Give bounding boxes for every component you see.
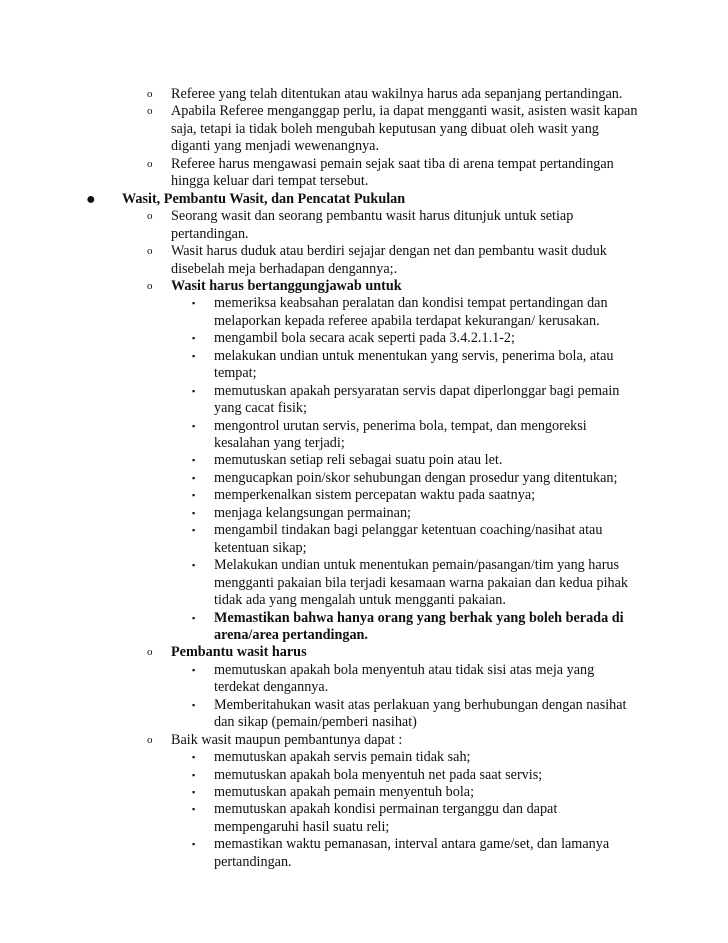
line-text: mengontrol urutan servis, penerima bola, tempat, dan mengoreksi — [214, 418, 587, 434]
bullet-square-icon: ▪ — [192, 386, 196, 396]
list-item — [0, 295, 728, 312]
line-text: pertandingan. — [171, 226, 249, 242]
line-text: pertandingan. — [214, 854, 292, 870]
list-item — [0, 191, 728, 208]
line-text: memastikan waktu pemanasan, interval antara game/set, dan lamanya — [214, 836, 610, 852]
line-text: disebelah meja berhadapan dengannya;. — [171, 261, 398, 277]
line-text: mengucapkan poin/skor sehubungan dengan prosedur yang ditentukan; — [214, 470, 618, 486]
list-item — [0, 383, 728, 400]
list-item — [0, 418, 728, 435]
bullet-square-icon: ▪ — [192, 839, 196, 849]
list-item-continuation — [0, 400, 728, 417]
bullet-circle-icon: o — [147, 210, 153, 222]
line-text: Wasit harus bertanggungjawab untuk — [171, 278, 402, 294]
list-item-continuation — [0, 714, 728, 731]
line-text: Pembantu wasit harus — [171, 644, 307, 660]
line-text: memutuskan apakah kondisi permainan terganggu dan dapat — [214, 801, 558, 817]
bullet-square-icon: ▪ — [192, 787, 196, 797]
list-item-continuation — [0, 679, 728, 696]
line-text: Referee yang telah ditentukan atau wakilnya harus ada sepanjang pertandingan. — [171, 86, 623, 102]
bullet-square-icon: ▪ — [192, 560, 196, 570]
list-item-continuation — [0, 261, 728, 278]
list-item — [0, 156, 728, 173]
line-text: memutuskan apakah servis pemain tidak sah; — [214, 749, 471, 765]
line-text: menjaga kelangsungan permainan; — [214, 505, 411, 521]
list-item — [0, 208, 728, 225]
line-text: memutuskan apakah bola menyentuh atau tidak sisi atas meja yang — [214, 662, 595, 678]
list-item-continuation — [0, 540, 728, 557]
line-text: Wasit, Pembantu Wasit, dan Pencatat Pukulan — [122, 191, 406, 207]
line-text: memutuskan apakah persyaratan servis dapat diperlonggar bagi pemain — [214, 383, 620, 399]
bullet-square-icon: ▪ — [192, 770, 196, 780]
line-text: Memberitahukan wasit atas perlakuan yang berhubungan dengan nasihat — [214, 697, 627, 713]
list-item — [0, 470, 728, 487]
line-text: tidak ada yang mengalah untuk mengganti pakaian. — [214, 592, 506, 608]
line-text: memutuskan setiap reli sebagai suatu poin atau let. — [214, 452, 503, 468]
line-text: Memastikan bahwa hanya orang yang berhak yang boleh berada di — [214, 610, 624, 626]
line-text: mengambil tindakan bagi pelanggar ketentuan coaching/nasihat atau — [214, 522, 603, 538]
line-text: Melakukan undian untuk menentukan pemain/pasangan/tim yang harus — [214, 557, 620, 573]
list-item — [0, 348, 728, 365]
bullet-circle-icon: o — [147, 245, 153, 257]
list-item — [0, 784, 728, 801]
bullet-square-icon: ▪ — [192, 700, 196, 710]
line-text: mengambil bola secara acak seperti pada 3.4.2.1.1-2; — [214, 330, 515, 346]
bullet-circle-icon: o — [147, 105, 153, 117]
bullet-square-icon: ▪ — [192, 804, 196, 814]
bullet-disc-icon: ● — [86, 191, 96, 208]
bullet-square-icon: ▪ — [192, 613, 196, 623]
bullet-circle-icon: o — [147, 88, 153, 100]
list-item-continuation — [0, 627, 728, 644]
bullet-circle-icon: o — [147, 280, 153, 292]
bullet-circle-icon: o — [147, 646, 153, 658]
line-text: melakukan undian untuk menentukan yang servis, penerima bola, atau — [214, 348, 614, 364]
line-text: diganti yang menjadi wewenangnya. — [171, 138, 380, 154]
list-item-continuation — [0, 313, 728, 330]
list-item-continuation — [0, 435, 728, 452]
list-item — [0, 644, 728, 661]
bullet-square-icon: ▪ — [192, 525, 196, 535]
line-text: ketentuan sikap; — [214, 540, 307, 556]
line-text: mengganti pakaian bila terjadi kesamaan warna pakaian dan kedua pihak — [214, 575, 629, 591]
line-text: hingga keluar dari tempat tersebut. — [171, 173, 369, 189]
bullet-square-icon: ▪ — [192, 490, 196, 500]
list-item — [0, 330, 728, 347]
list-item — [0, 522, 728, 539]
list-item — [0, 662, 728, 679]
list-item-continuation — [0, 121, 728, 138]
list-item-continuation — [0, 138, 728, 155]
line-text: saja, tetapi ia tidak boleh mengubah keputusan yang dibuat oleh wasit yang — [171, 121, 599, 137]
bullet-square-icon: ▪ — [192, 455, 196, 465]
bullet-square-icon: ▪ — [192, 351, 196, 361]
bullet-square-icon: ▪ — [192, 421, 196, 431]
list-item — [0, 103, 728, 120]
list-item — [0, 505, 728, 522]
bullet-square-icon: ▪ — [192, 752, 196, 762]
line-text: melaporkan kepada referee apabila terdapat kekurangan/ kerusakan. — [214, 313, 600, 329]
line-text: Apabila Referee menganggap perlu, ia dapat mengganti wasit, asisten wasit kapan — [171, 103, 638, 119]
list-item — [0, 243, 728, 260]
line-text: memperkenalkan sistem percepatan waktu pada saatnya; — [214, 487, 536, 503]
bullet-square-icon: ▪ — [192, 333, 196, 343]
list-item — [0, 557, 728, 574]
line-text: memeriksa keabsahan peralatan dan kondisi tempat pertandingan dan — [214, 295, 608, 311]
line-text: memutuskan apakah bola menyentuh net pada saat servis; — [214, 767, 543, 783]
line-text: Baik wasit maupun pembantunya dapat : — [171, 732, 403, 748]
line-text: Wasit harus duduk atau berdiri sejajar dengan net dan pembantu wasit duduk — [171, 243, 607, 259]
list-item-continuation — [0, 575, 728, 592]
line-text: mempengaruhi hasil suatu reli; — [214, 819, 390, 835]
list-item-continuation — [0, 854, 728, 871]
list-item — [0, 278, 728, 295]
line-text: tempat; — [214, 365, 257, 381]
bullet-square-icon: ▪ — [192, 508, 196, 518]
list-item-continuation — [0, 592, 728, 609]
line-text: kesalahan yang terjadi; — [214, 435, 345, 451]
list-item — [0, 732, 728, 749]
list-item — [0, 487, 728, 504]
line-text: yang cacat fisik; — [214, 400, 307, 416]
list-item — [0, 767, 728, 784]
line-text: Referee harus mengawasi pemain sejak saat tiba di arena tempat pertandingan — [171, 156, 614, 172]
line-text: arena/area pertandingan. — [214, 627, 368, 643]
bullet-square-icon: ▪ — [192, 665, 196, 675]
list-item — [0, 749, 728, 766]
list-item-continuation — [0, 819, 728, 836]
list-item — [0, 452, 728, 469]
bullet-square-icon: ▪ — [192, 298, 196, 308]
list-item — [0, 836, 728, 853]
list-item-continuation — [0, 365, 728, 382]
list-item — [0, 86, 728, 103]
list-item-continuation — [0, 226, 728, 243]
list-item-continuation — [0, 173, 728, 190]
list-item — [0, 697, 728, 714]
bullet-circle-icon: o — [147, 734, 153, 746]
line-text: memutuskan apakah pemain menyentuh bola; — [214, 784, 475, 800]
bullet-circle-icon: o — [147, 158, 153, 170]
line-text: dan sikap (pemain/pemberi nasihat) — [214, 714, 417, 730]
line-text: terdekat dengannya. — [214, 679, 329, 695]
bullet-square-icon: ▪ — [192, 473, 196, 483]
line-text: Seorang wasit dan seorang pembantu wasit harus ditunjuk untuk setiap — [171, 208, 574, 224]
list-item — [0, 801, 728, 818]
list-item — [0, 610, 728, 627]
